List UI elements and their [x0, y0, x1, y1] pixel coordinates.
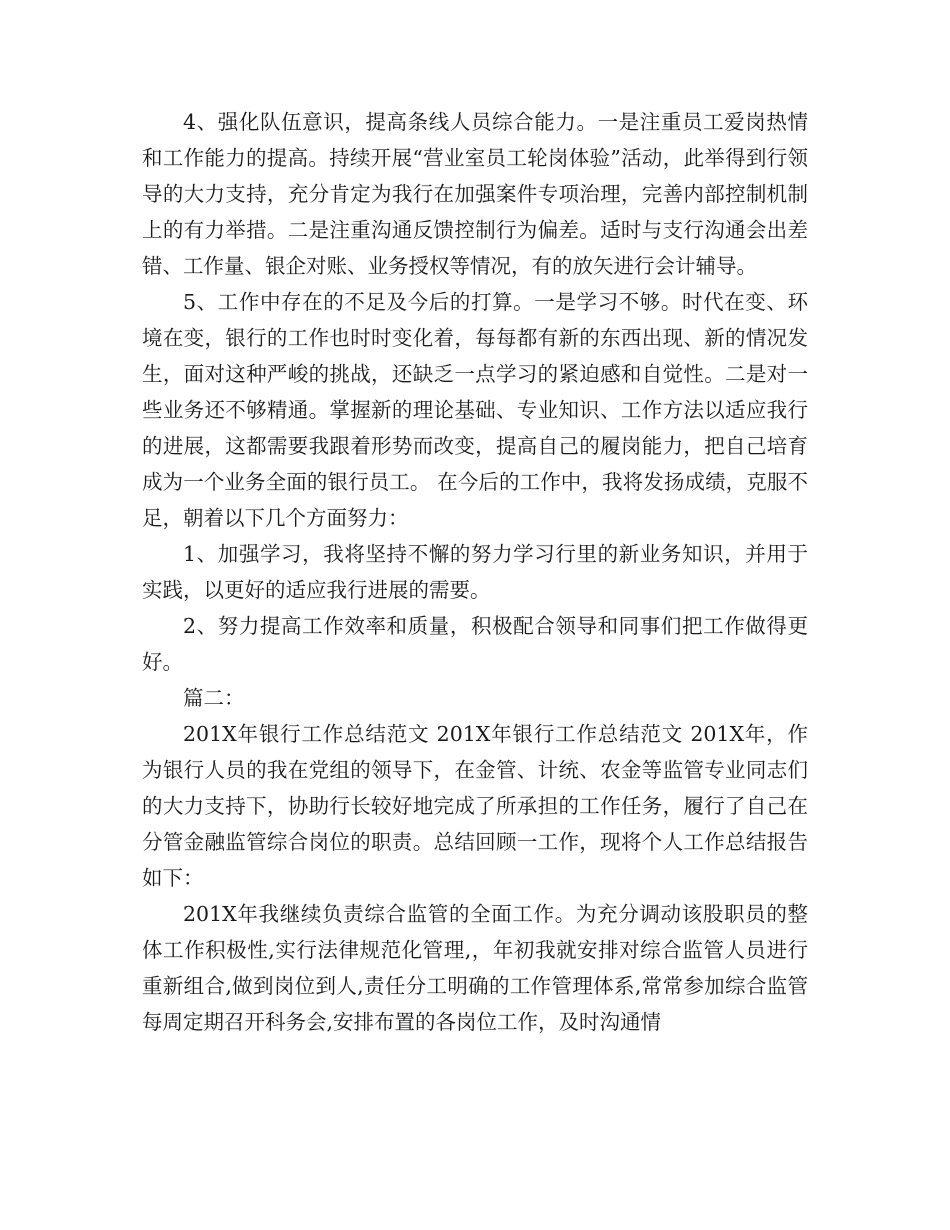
section-heading-part-two: 篇二： — [183, 686, 245, 710]
paragraph-plan-efficiency: 2、努力提高工作效率和质量，积极配合领导和同事们把工作做得更好。 — [142, 614, 808, 674]
document-body — [142, 104, 808, 1040]
paragraph-summary-intro: 201X年银行工作总结范文 201X年银行工作总结范文 201X年，作为银行人员的我在党组的领导下，在金管、计统、农金等监管专业同志们的大力支持下，协助行长较好地完成了所承担的工作任务，履行了自己在分管金融监管综合岗位的职责。总结回顾一工作，现将个人工作总结报告如下： — [142, 722, 808, 890]
paragraph-team-awareness: 4、强化队伍意识，提高条线人员综合能力。一是注重员工爱岗热情和工作能力的提高。持续开展“营业室员工轮岗体验”活动，此举得到行领导的大力支持，充分肯定为我行在加强案件专项治理，完善内部控制机制上的有力举措。二是注重沟通反馈控制行为偏差。适时与支行沟通会出差错、工作量、银企对账、业务授权等情况，有的放矢进行会计辅导。 — [142, 110, 808, 278]
paragraph-comprehensive-supervision: 201X年我继续负责综合监管的全面工作。为充分调动该股职员的整体工作积极性,实行法律规范化管理,，年初我就安排对综合监管人员进行重新组合,做到岗位到人,责任分工明确的工作管理体系,常常参加综合监管每周定期召开科务会,安排布置的各岗位工作，及时沟通情 — [142, 902, 808, 1034]
paragraph-plan-study: 1、加强学习，我将坚持不懈的努力学习行里的新业务知识，并用于实践，以更好的适应我行进展的需要。 — [142, 542, 808, 602]
paragraph-shortcomings-plans: 5、工作中存在的不足及今后的打算。一是学习不够。时代在变、环境在变，银行的工作也时时变化着，每每都有新的东西出现、新的情况发生，面对这种严峻的挑战，还缺乏一点学习的紧迫感和自觉性。二是对一些业务还不够精通。掌握新的理论基础、专业知识、工作方法以适应我行的进展，这都需要我跟着形势而改变，提高自己的履岗能力，把自己培育成为一个业务全面的银行员工。 在今后的工作中，我将发扬成绩，克服不足，朝着以下几个方面努力： — [142, 290, 808, 530]
